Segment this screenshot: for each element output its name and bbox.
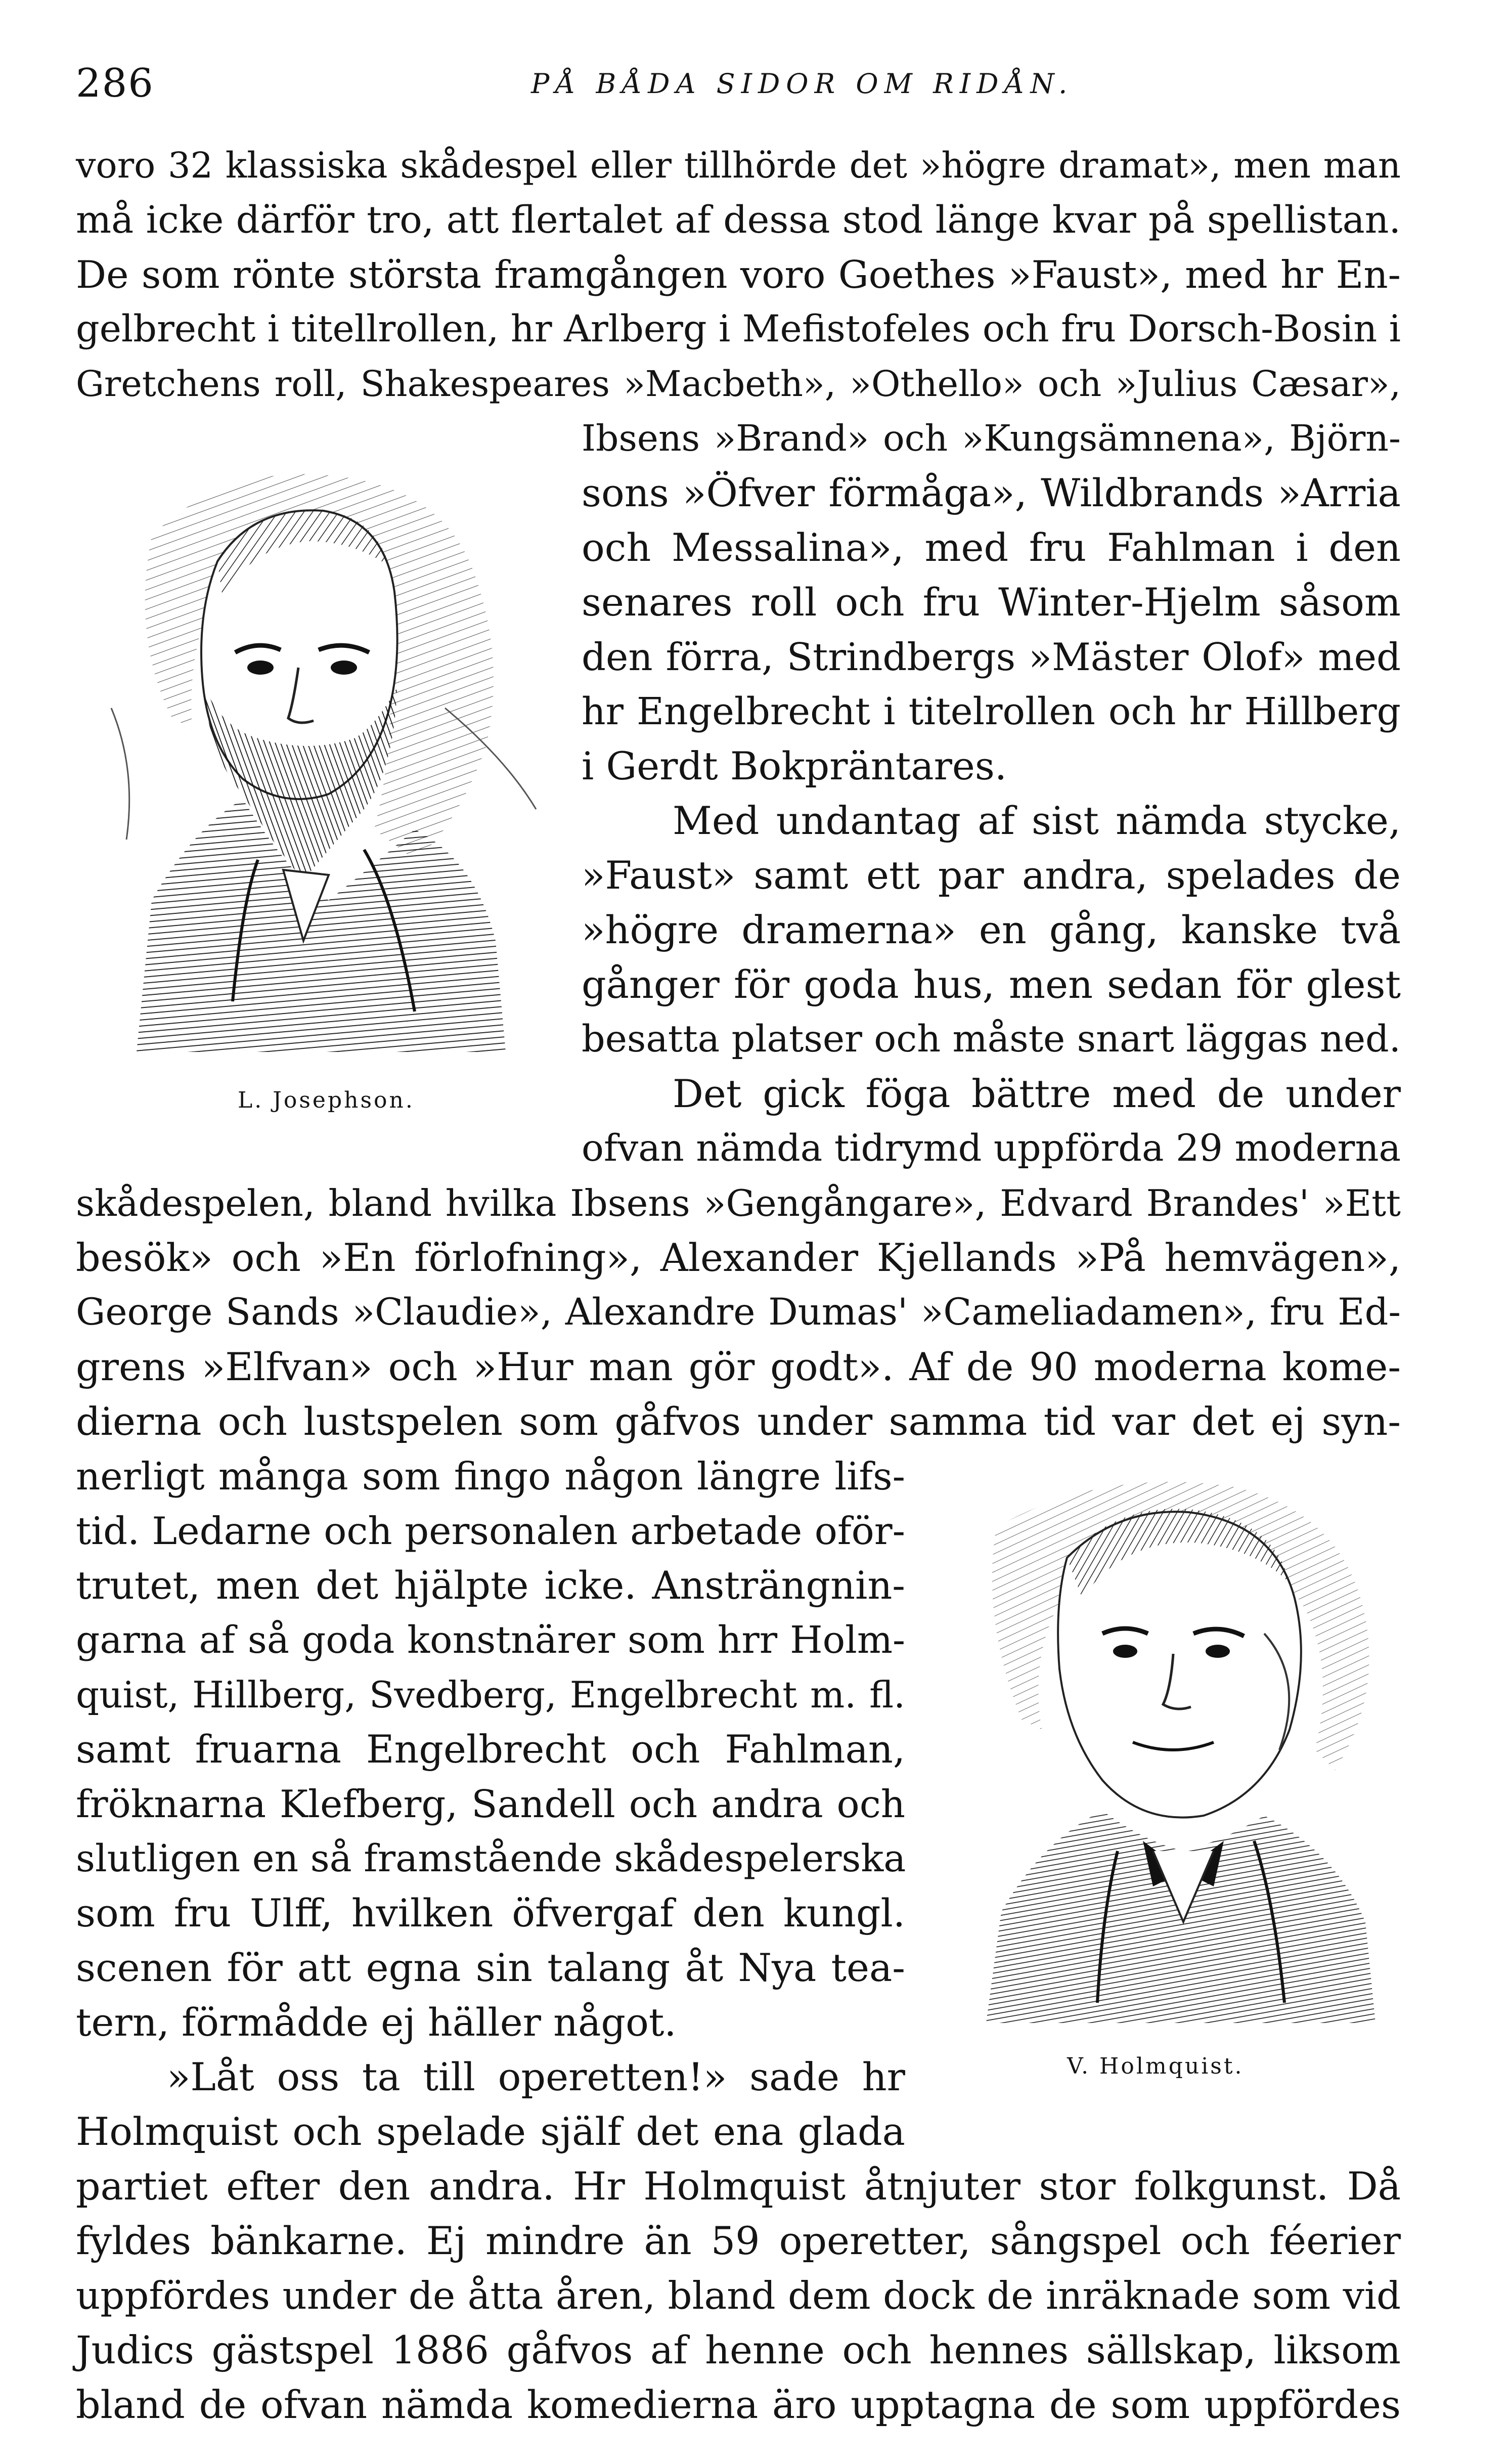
text-line: besatta platser och måste snart läggas ned.: [582, 1018, 1401, 1061]
text-line: gånger för goda hus, men sedan för glest: [582, 962, 1401, 1007]
text-line: Det gick föga bättre med de under: [673, 1071, 1401, 1116]
text-line: trutet, men det hjälpte icke. Ansträngnin-: [76, 1563, 905, 1608]
page-header: [76, 61, 1411, 116]
text-line: George Sands »Claudie», Alexandre Dumas' »Cameliadamen», fru Ed-: [76, 1291, 1401, 1334]
text-line: Gretchens roll, Shakespeares »Macbeth», »Othello» och »Julius Cæsar»,: [76, 363, 1401, 405]
text-line: garna af så goda konstnärer som hrr Holm-: [76, 1618, 905, 1662]
text-line: scenen för att egna sin talang åt Nya tea-: [76, 1945, 905, 1990]
running-title: PÅ BÅDA SIDOR OM RIDÅN.: [531, 68, 1074, 100]
text-line: bland de ofvan nämda komedierna äro upptagna de som uppfördes: [76, 2382, 1401, 2427]
text-line: »högre dramerna» en gång, kanske två: [582, 907, 1401, 952]
text-line: nerligt många som fingo någon längre lifs-: [76, 1454, 905, 1499]
text-line: samt fruarna Engelbrecht och Fahlman,: [76, 1727, 905, 1772]
caption-holmquist: V. Holmquist.: [1067, 2053, 1244, 2079]
text-line: fröknarna Klefberg, Sandell och andra och: [76, 1782, 905, 1826]
text-line: De som rönte största framgången voro Goethes »Faust», med hr En-: [76, 252, 1401, 297]
text-line: »Faust» samt ett par andra, spelades de: [582, 853, 1401, 898]
text-line: må icke därför tro, att flertalet af dessa stod länge kvar på spellistan.: [76, 198, 1401, 242]
text-line: Judics gästspel 1886 gåfvos af henne och hennes sällskap, liksom: [76, 2327, 1401, 2372]
text-line: Ibsens »Brand» och »Kungsämnena», Björn-: [582, 417, 1401, 459]
page-number: 286: [76, 61, 154, 106]
text-line: i Gerdt Bokpräntares.: [582, 743, 1007, 788]
text-line: grens »Elfvan» och »Hur man gör godt». Af de 90 moderna kome-: [76, 1344, 1401, 1389]
text-line: uppfördes under de åtta åren, bland dem dock de inräknade som vid: [76, 2273, 1401, 2318]
text-line: Med undantag af sist nämda stycke,: [673, 798, 1401, 843]
text-line: gelbrecht i titellrollen, hr Arlberg i Mefistofeles och fru Dorsch-Bosin i: [76, 307, 1401, 350]
text-line: voro 32 klassiska skådespel eller tillhörde det »högre dramat», men man: [76, 145, 1401, 186]
text-line: Holmquist och spelade själf det ena glada: [76, 2109, 905, 2154]
text-line: ofvan nämda tidrymd uppförda 29 moderna: [582, 1127, 1401, 1170]
text-line: skådespelen, bland hvilka Ibsens »Gengångare», Edvard Brandes' »Ett: [76, 1182, 1401, 1224]
text-line: quist, Hillberg, Svedberg, Engelbrecht m. fl.: [76, 1674, 905, 1716]
text-line: som fru Ulff, hvilken öfvergaf den kungl.: [76, 1890, 905, 1935]
text-line: sons »Öfver förmåga», Wildbrands »Arria: [582, 470, 1401, 515]
portrait-josephson: [91, 445, 546, 1052]
text-line: den förra, Strindbergs »Mäster Olof» med: [582, 635, 1401, 679]
caption-josephson: L. Josephson.: [238, 1087, 415, 1113]
text-line: partiet efter den andra. Hr Holmquist åtnjuter stor folkgunst. Då: [76, 2164, 1401, 2209]
portrait-holmquist: [951, 1467, 1406, 2023]
text-line: hr Engelbrecht i titelrollen och hr Hillberg: [582, 690, 1401, 733]
text-line: tern, förmådde ej häller något.: [76, 2000, 677, 2045]
text-line: och Messalina», med fru Fahlman i den: [582, 525, 1401, 570]
text-line: besök» och »En förlofning», Alexander Kjellands »På hemvägen»,: [76, 1235, 1401, 1280]
text-line: senares roll och fru Winter-Hjelm såsom: [582, 580, 1401, 625]
text-line: »Låt oss ta till operetten!» sade hr: [167, 2054, 905, 2099]
text-line: tid. Ledarne och personalen arbetade oför-: [76, 1509, 905, 1553]
text-line: fyldes bänkarne. Ej mindre än 59 operetter, sångspel och féerier: [76, 2218, 1401, 2263]
text-line: slutligen en så framstående skådespelerska: [76, 1837, 906, 1880]
text-line: dierna och lustspelen som gåfvos under samma tid var det ej syn-: [76, 1399, 1401, 1444]
